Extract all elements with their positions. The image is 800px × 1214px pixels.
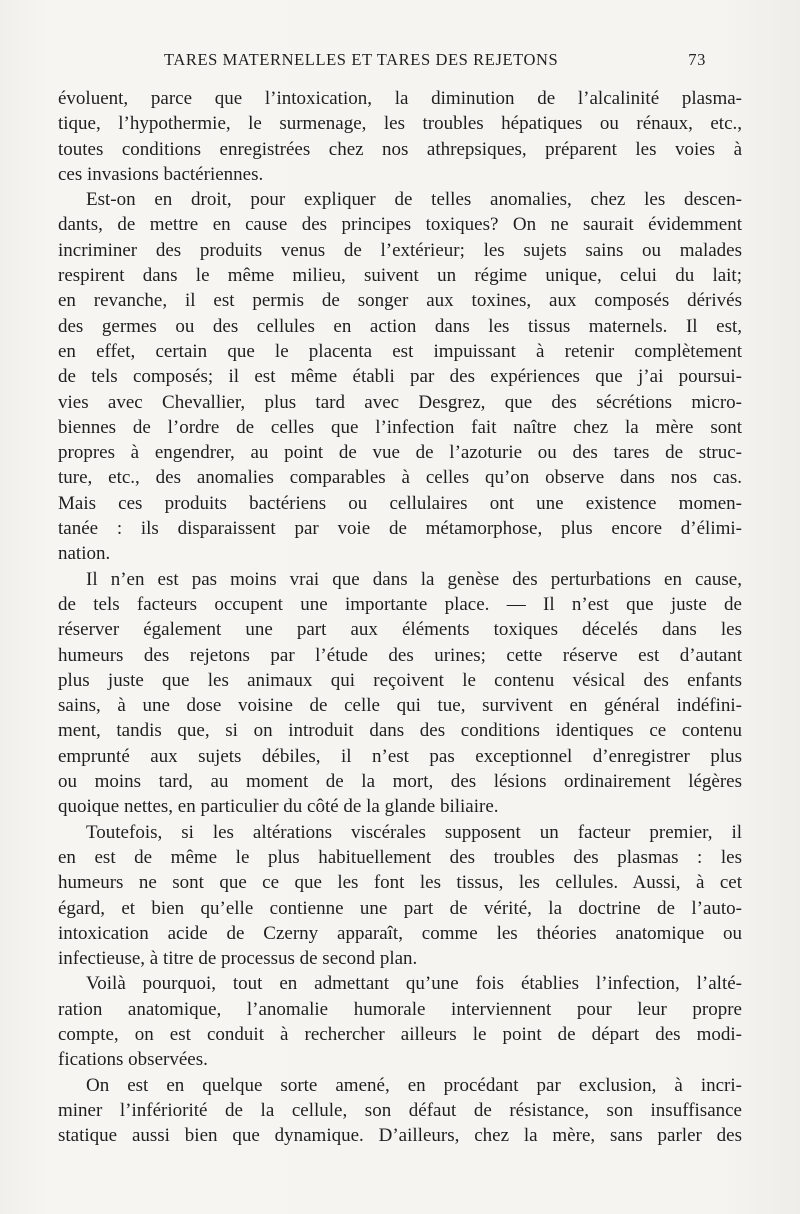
text-line: compte, on est conduit à rechercher ailleurs le point de départ des modi- [58,1023,742,1045]
text-line: respirent dans le même milieu, suivent un régime unique, celui du lait; [58,265,742,287]
text-line: toutes conditions enregistrées chez nos athrepsiques, préparent les voies à [58,138,742,160]
text-line: de tels composés; il est même établi par des expériences que j’ai poursui- [58,366,742,388]
text-line: en revanche, il est permis de songer aux toxines, aux composés dérivés [58,290,742,312]
text-line: en est de même le plus habituellement des troubles des plasmas : les [58,846,742,868]
page-header [56,50,706,72]
text-line: Mais ces produits bactériens ou cellulaires ont une existence momen- [58,492,742,514]
text-line: en effet, certain que le placenta est impuissant à retenir complètement [58,340,742,362]
text-line: sains, à une dose voisine de celle qui tue, survivent en général indéfini- [58,695,742,717]
paragraph [58,567,742,820]
text-line: Voilà pourquoi, tout en admettant qu’une fois établies l’infection, l’alté- [86,973,742,995]
text-line: égard, et bien qu’elle contienne une part de vérité, la doctrine de l’auto- [58,897,742,919]
text-line: humeurs des rejetons par l’étude des urines; cette réserve est d’autant [58,644,742,666]
text-line: biennes de l’ordre de celles que l’infection fait naître chez la mère sont [58,416,742,438]
text-line: Il n’en est pas moins vrai que dans la genèse des perturbations en cause, [86,568,742,590]
text-line: tanée : ils disparaissent par voie de métamorphose, plus encore d’élimi- [58,518,742,540]
text-line: dants, de mettre en cause des principes toxiques? On ne saurait évidemment [58,214,742,236]
text-line: miner l’infériorité de la cellule, son défaut de résistance, son insuffisance [58,1099,742,1121]
text-line: incriminer des produits venus de l’extérieur; les sujets sains ou malades [58,239,742,261]
text-line: On est en quelque sorte amené, en procédant par exclusion, à incri- [86,1074,742,1096]
paragraph [58,971,742,1072]
body-text [58,86,742,1148]
text-line: ture, etc., des anomalies comparables à celles qu’on observe dans nos cas. [58,467,742,489]
text-line: emprunté aux sujets débiles, il n’est pas exceptionnel d’enregistrer plus [58,745,742,767]
page-number: 73 [688,50,706,69]
text-line: Toutefois, si les altérations viscérales supposent un facteur premier, il [86,821,742,843]
text-line: ration anatomique, l’anomalie humorale interviennent pour leur propre [58,998,742,1020]
text-line: statique aussi bien que dynamique. D’ailleurs, chez la mère, sans parler des [58,1125,742,1147]
text-line: tique, l’hypothermie, le surmenage, les troubles hépatiques ou rénaux, etc., [58,113,742,135]
paragraph [58,86,742,187]
text-line: ment, tandis que, si on introduit dans des conditions identiques ce contenu [58,720,742,742]
text-line: ou moins tard, au moment de la mort, des lésions ordinairement légères [58,771,742,793]
text-line: intoxication acide de Czerny apparaît, comme les théories anatomique ou [58,922,742,944]
text-line: de tels facteurs occupent une importante place. — Il n’est que juste de [58,593,742,615]
text-line: réserver également une part aux éléments toxiques décelés dans les [58,619,742,641]
text-line: plus juste que les animaux qui reçoivent le contenu vésical des enfants [58,669,742,691]
text-line: humeurs ne sont que ce que les font les tissus, les cellules. Aussi, à cet [58,872,742,894]
text-line: Est-on en droit, pour expliquer de telles anomalies, chez les descen- [86,189,742,211]
text-line: vies avec Chevallier, plus tard avec Desgrez, que des sécrétions micro- [58,391,742,413]
text-line: propres à engendrer, au point de vue de l’azoturie ou des tares de struc- [58,442,742,464]
text-line: ces invasions bactériennes. [58,163,264,185]
text-line: infectieuse, à titre de processus de second plan. [58,948,418,970]
text-line: nation. [58,543,111,565]
running-title: TARES MATERNELLES ET TARES DES REJETONS [164,50,559,69]
text-line: évoluent, parce que l’intoxication, la diminution de l’alcalinité plasma- [58,88,742,109]
paragraph [58,820,742,972]
text-line: quoique nettes, en particulier du côté de la glande biliaire. [58,796,499,818]
paragraph [58,187,742,566]
paragraph [58,1073,742,1149]
text-line: fications observées. [58,1049,208,1071]
text-line: des germes ou des cellules en action dans les tissus maternels. Il est, [58,315,742,337]
